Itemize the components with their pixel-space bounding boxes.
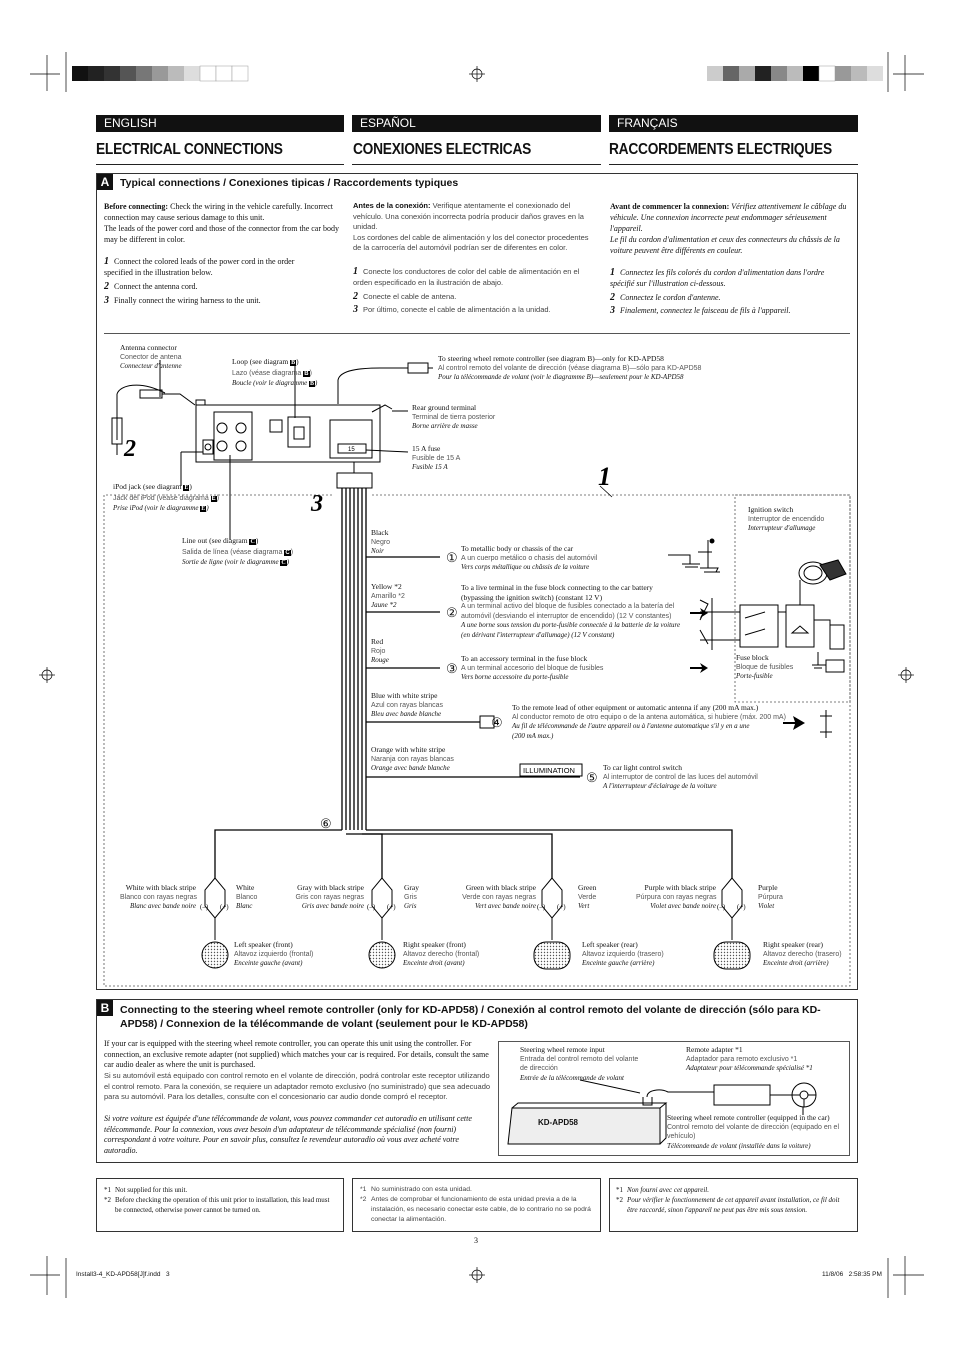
- spk1-name: Left speaker (front) Altavoz izquierdo (frontal) Enceinte gauche (avant): [234, 940, 314, 967]
- ipod-label: iPod jack (see diagram E) Jack del iPod (véase diagrama E) Prise iPod (voir le diagramme E): [113, 482, 220, 512]
- antenna-label: Antenna connector Conector de antena Connecteur d'antenne: [120, 343, 182, 370]
- wire5-dest: To car light control switch Al interruptor de control de las luces del automóvil A l'interrupteur d'éclairage de la voiture: [603, 763, 758, 790]
- spk4-plus: (+): [737, 903, 746, 911]
- wire5-number: ⑤: [586, 770, 598, 785]
- wire4-dest: To the remote lead of other equipment or automatic antenna if any (200 mA max.) Al conductor remoto de otro equipo o de la antena automática, si hubiere (máx. 200 mA) Au fil de télécommande de l'autre appareil ou à l'antenne automatique s'il y en a une (200 mA max.): [512, 703, 786, 740]
- before-bold-fr: Avant de commencer la connexion:: [610, 202, 730, 211]
- kd-apd58-label: KD-APD58: [538, 1118, 579, 1127]
- remote-input-label: Steering wheel remote input Entrada del control remoto del volante de dirección Entrée de la télécommande de volant: [520, 1045, 639, 1082]
- leads-fr: Le fil du cordon d'alimentation et ceux des connecteurs du châssis de la voiture peuvent être différents en couleur.: [610, 235, 840, 255]
- loop-label: Loop (see diagram B) Lazo (véase diagrama B) Boucle (voir le diagramme B): [232, 357, 318, 387]
- section-b-es: Si su automóvil está equipado con control remoto en el volante de dirección, podrá controlar este receptor utilizando el control remoto. Para la conexión, se requiere un adaptador remoto exclusivo (no suministrado) que sea adecuado para su automóvil. Para los detalles, consulte con el concesionario car audio donde compró el receptor.: [104, 1071, 491, 1101]
- steering-lead-label: To steering wheel remote controller (see diagram B)—only for KD-APD58 Al control remoto del volante de dirección (véase diagrama B)—sólo para KD-APD58 Pour la télécommande de volant (voir le diagramme B)—seulement pour le KD-APD58: [438, 354, 702, 381]
- spk1-pos-wire: White Blanco Blanc: [236, 883, 258, 910]
- leads-es: Los cordones del cable de alimentación y los del conector procedentes de la carrocería del automóvil podrían ser de diferentes en color.: [353, 232, 589, 252]
- section-b-en: If your car is equipped with the steering wheel remote controller, you can operate this unit using the controller. For connection, an exclusive remote adapter (not supplied) which matches your car is required. For details, consult the same car audio dealer as where the unit is purchased.: [104, 1039, 489, 1069]
- spk3-name: Left speaker (rear) Altavoz izquierdo (trasero) Enceinte gauche (arrière): [582, 940, 664, 967]
- wire3-number: ③: [446, 661, 458, 676]
- footnote-en: *1 Not supplied for this unit. *2 Before checking the operation of this unit prior to installation, this lead must be connected, otherwise power cannot be turned on.: [104, 1186, 330, 1214]
- step-1-fr: 1 Connectez les fils colorés du cordon d'alimentation dans l'ordre spécifié sur l'illustration ci-dessous.: [610, 267, 825, 288]
- big-number-3: 3: [311, 491, 323, 517]
- spk2-name: Right speaker (front) Altavoz derecho (frontal) Enceinte droit (avant): [403, 940, 480, 967]
- wire1-dest: To metallic body or chassis of the car A un cuerpo metálico o chasis del automóvil Vers corps métallique ou châssis de la voiture: [461, 544, 598, 571]
- header-english: ENGLISH: [96, 115, 344, 132]
- lineout-label: Line out (see diagram C) Salida de línea (véase diagrama C) Sortie de ligne (voir le diagramme C): [182, 536, 294, 566]
- leads-en: The leads of the power cord and those of the connector from the car body may be different in color.: [104, 224, 340, 244]
- illumination-tag: ILLUMINATION: [523, 766, 575, 775]
- kd-apd58-unit: [508, 1108, 660, 1144]
- before-bold-en: Before connecting:: [104, 202, 169, 211]
- spk4-pos-wire: Purple Púrpura Violet: [758, 883, 783, 910]
- before-text-en: Check the wiring in the vehicle carefully. Incorrect connection may cause serious damage to this unit.: [104, 202, 334, 222]
- fuseblock-label: Fuse block Bloque de fusibles Porte-fusible: [736, 653, 794, 680]
- header-francais: FRANÇAIS: [609, 115, 858, 132]
- step-3-en: 3 Finally connect the wiring harness to the unit.: [104, 295, 261, 306]
- wire5-color: Orange with white stripe Naranja con rayas blancas Orange avec bande blanche: [371, 745, 454, 772]
- spk4-neg-wire: Purple with black stripe Púrpura con rayas negras Violet avec bande noire: [636, 883, 717, 910]
- step-2-en: 2 Connect the antenna cord.: [104, 281, 198, 292]
- wire1-number: ①: [446, 550, 458, 565]
- fuse-marking: 15: [348, 447, 355, 453]
- spk3-minus: (–): [537, 903, 546, 911]
- ignition-label: Ignition switch Interruptor de encendido Interrupteur d'allumage: [748, 505, 825, 532]
- spk2-pos-wire: Gray Gris Gris: [404, 883, 419, 910]
- step-1-en: 1 Connect the colored leads of the power cord in the order specified in the illustration below.: [104, 256, 295, 277]
- section-b-letter: B: [97, 1000, 113, 1016]
- step-3-fr: 3 Finalement, connectez le faisceau de fils à l'appareil.: [610, 305, 791, 316]
- spk3-neg-wire: Green with black stripe Verde con rayas negras Vert avec bande noire: [462, 883, 536, 910]
- section-b-fr: Si votre voiture est équipée d'une télécommande de volant, vous pouvez commander cet autoradio en utilisant cette télécommande. Pour la connexion, vous avez besoin d'un adaptateur de télécommande spécialisé (non fourni) correspondant à votre voiture. Pour en savoir plus, consultez le revendeur autoradio où vous avez acheté votre autoradio.: [104, 1114, 472, 1155]
- step-2-fr: 2 Connectez le cordon d'antenne.: [610, 292, 721, 303]
- slug-date: 11/8/06 2:58:35 PM: [822, 1271, 882, 1278]
- spk3-pos-wire: Green Verde Vert: [578, 883, 597, 910]
- section-a-heading: Typical connections / Conexiones tipicas / Raccordements typiques: [120, 177, 459, 189]
- big-number-2: 2: [124, 436, 136, 462]
- spk3-plus: (+): [557, 903, 566, 911]
- footnote-fr: *1 Non fourni avec cet appareil. *2 Pour vérifier le fonctionnement de cet appareil avant installation, ce fil doit être raccordé, sinon l'appareil ne peut pas être mis sous tension.: [616, 1186, 840, 1214]
- wire3-dest: To an accessory terminal in the fuse block A un terminal accesorio del bloque de fusibles Vers borne accessoire du porte-fusible: [461, 654, 604, 681]
- fuse15-label: 15 A fuse Fusible de 15 A Fusible 15 A: [412, 444, 461, 471]
- header-espanol: ESPAÑOL: [352, 115, 601, 132]
- spk2-minus: (–): [367, 903, 376, 911]
- title-es: CONEXIONES ELECTRICAS: [353, 141, 532, 158]
- spk1-minus: (–): [200, 903, 209, 911]
- remote-adapter-icon: [714, 1085, 770, 1105]
- wire6-number: ⑥: [320, 816, 332, 831]
- spk1-neg-wire: White with black stripe Blanco con rayas negras Blanc avec bande noire: [120, 883, 198, 910]
- steering-controller-label: Steering wheel remote controller (equipped in the car) Control remoto del volante de dirección (equipado en el vehículo) Télécommande de volant (installée dans la voiture): [667, 1113, 839, 1150]
- title-fr: RACCORDEMENTS ELECTRIQUES: [609, 141, 832, 158]
- spk2-neg-wire: Gray with black stripe Gris con rayas negras Gris avec bande noire: [295, 883, 364, 910]
- spk4-minus: (–): [717, 903, 726, 911]
- step-2-es: 2 Conecte el cable de antena.: [353, 291, 457, 302]
- wire1-color: Black Negro Noir: [371, 528, 391, 555]
- step-3-es: 3 Por último, conecte el cable de alimentación a la unidad.: [353, 304, 551, 315]
- spk2-plus: (+): [387, 903, 396, 911]
- before-text-es: Verifique atentamente el conexionado del vehículo. Una conexión incorrecta podría producir daños graves en la unidad.: [353, 201, 584, 231]
- step-1-es: 1 Conecte los conductores de color del cable de alimentación en el orden especificado en la ilustración de abajo.: [353, 266, 580, 287]
- wire3-color: Red Rojo Rouge: [371, 637, 389, 664]
- wire2-number: ②: [446, 605, 458, 620]
- page-number: 3: [474, 1236, 478, 1245]
- section-a-letter: A: [97, 174, 113, 190]
- remote-adapter-label: Remote adapter *1 Adaptador para remoto exclusivo *1 Adaptateur pour télécommande spécialisé *1: [686, 1045, 813, 1072]
- wire2-dest: To a live terminal in the fuse block connecting to the car battery (bypassing the ignition switch) (constant 12 V) A un terminal activo del bloque de fusibles conectado a la batería del automóvil (desviando el interruptor de encendido) (12 V constantes) A une borne sous tension du porte-fusible connectée à la batterie de la voiture (en dérivant l'interrupteur d'allumage) (12 V constant): [461, 583, 681, 639]
- wire4-color: Blue with white stripe Azul con rayas blancas Bleu avec bande blanche: [371, 691, 443, 718]
- footnote-es: *1 No suministrado con esta unidad. *2 Antes de comprobar el funcionamiento de esta unidad previa a de la instalación, es necesario conectar este cable, de lo contrario no se podrá conectar la alimentación.: [360, 1186, 591, 1223]
- slug-file: Install3-4_KD-APD58[J]f.indd 3: [76, 1271, 170, 1278]
- wire4-number: ④: [491, 715, 503, 730]
- spk1-plus: (+): [220, 903, 229, 911]
- rear-ground-label: Rear ground terminal Terminal de tierra posterior Borne arrière de masse: [412, 403, 496, 430]
- wire2-color: Yellow *2 Amarillo *2 Jaune *2: [371, 582, 405, 609]
- title-en: ELECTRICAL CONNECTIONS: [96, 141, 283, 158]
- section-b-heading: Connecting to the steering wheel remote controller (only for KD-APD58) / Conexión al control remoto del volante de dirección (sólo para KD-APD58) / Connexion de la télécommande de volant (seulement pour le KD-APD58): [120, 1004, 821, 1030]
- big-number-1: 1: [598, 462, 611, 491]
- before-text-fr: Vérifiez attentivement le câblage du véhicule. Une connexion incorrecte peut endommager sérieusement l'appareil.: [610, 202, 847, 233]
- before-bold-es: Antes de la conexión:: [353, 201, 431, 210]
- spk4-name: Right speaker (rear) Altavoz derecho (trasero) Enceinte droit (arrière): [763, 940, 842, 967]
